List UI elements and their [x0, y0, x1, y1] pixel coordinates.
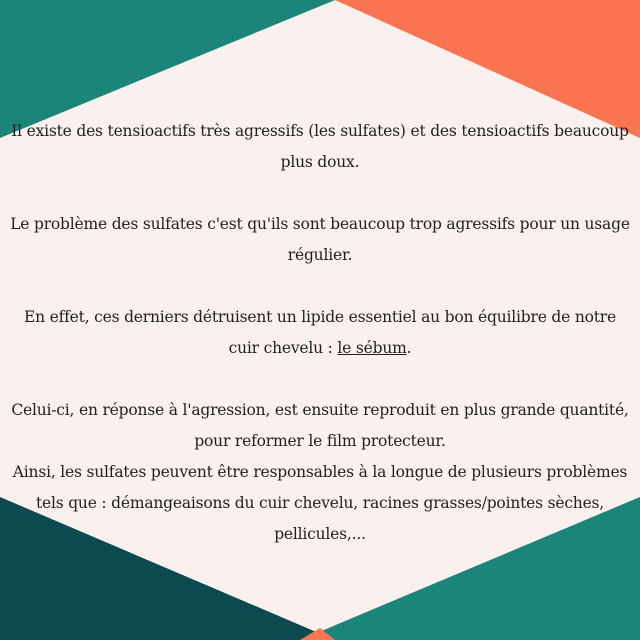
- paragraph-sebum-text: En effet, ces derniers détruisent un lipide essentiel au bon équilibre de notre cuir chevelu :: [24, 308, 616, 357]
- spacer: [0, 271, 640, 302]
- paragraph-sebum: [0, 302, 640, 364]
- spacer: [0, 178, 640, 209]
- paragraph-reponse-agression: Celui-ci, en réponse à l'agression, est ensuite reproduit en plus grande quantité, pour reformer le film protecteur.: [11, 401, 629, 450]
- spacer: [0, 364, 640, 395]
- sebum-link[interactable]: le sébum: [337, 339, 407, 357]
- paragraph-probleme-sulfates: Le problème des sulfates c'est qu'ils sont beaucoup trop agressifs pour un usage régulier.: [10, 215, 630, 264]
- paragraph-sebum-end: .: [406, 339, 412, 357]
- paragraph-problemes: Ainsi, les sulfates peuvent être responsables à la longue de plusieurs problèmes tels que : démangeaisons du cuir chevelu, racines grasses/pointes sèches, pellicules,...: [12, 463, 628, 543]
- paragraph-tensioactifs: Il existe des tensioactifs très agressifs (les sulfates) et des tensioactifs beaucoup plus doux.: [11, 122, 629, 171]
- body-text: [0, 116, 640, 550]
